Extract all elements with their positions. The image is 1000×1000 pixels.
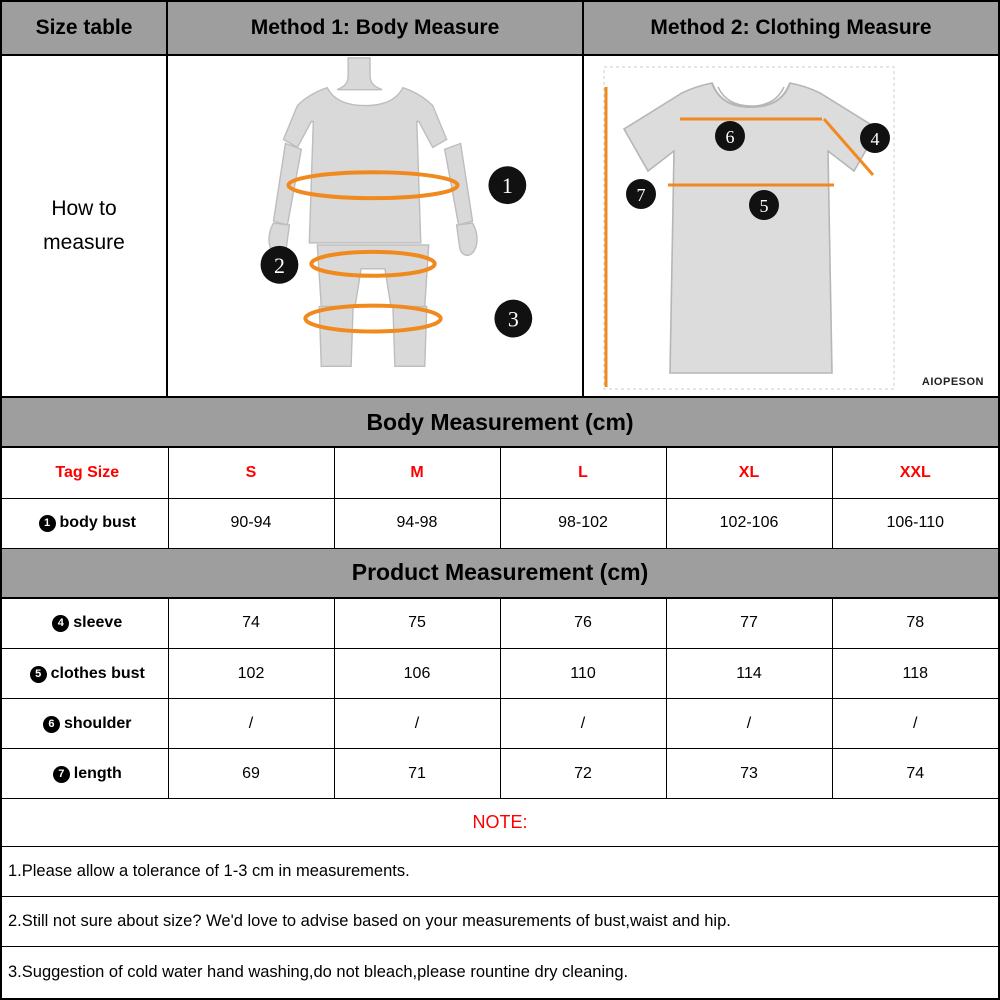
cell-clothes-bust-l: 110	[500, 649, 666, 699]
body-measurement-banner: Body Measurement (cm)	[2, 398, 998, 448]
svg-text:2: 2	[273, 252, 285, 278]
cell-shoulder-s: /	[168, 699, 334, 749]
chart-header-row	[2, 2, 998, 56]
cell-sleeve-xxl: 78	[832, 599, 998, 649]
cell-sleeve-s: 74	[168, 599, 334, 649]
svg-text:1: 1	[501, 173, 513, 199]
note-line-3: 3.Suggestion of cold water hand washing,do not bleach,please rountine dry cleaning.	[8, 962, 629, 981]
size-header-l: L	[500, 448, 666, 498]
cell-body-bust-xxl: 106-110	[832, 498, 998, 548]
body-figure-svg	[168, 56, 582, 396]
marker-6-icon: 6	[43, 716, 60, 733]
cell-length-l: 72	[500, 749, 666, 799]
marker-5-icon: 5	[30, 666, 47, 683]
cell-shoulder-xxl: /	[832, 699, 998, 749]
marker-1-icon: 1	[39, 515, 56, 532]
product-measurement-table	[2, 599, 998, 800]
cell-clothes-bust-xl: 114	[666, 649, 832, 699]
row-label-shoulder: 6 shoulder	[2, 699, 168, 749]
how-to-measure-label	[2, 56, 168, 396]
product-measurement-banner: Product Measurement (cm)	[2, 549, 998, 599]
cell-clothes-bust-xxl: 118	[832, 649, 998, 699]
size-header-xl: XL	[666, 448, 832, 498]
note-line-1: 1.Please allow a tolerance of 1-3 cm in measurements.	[2, 847, 998, 897]
row-label-sleeve: 4 sleeve	[2, 599, 168, 649]
marker-7-icon: 7	[53, 766, 70, 783]
svg-text:6: 6	[725, 127, 735, 147]
illustration-row	[2, 56, 998, 398]
svg-text:3: 3	[507, 306, 519, 332]
row-label-clothes-bust: 5 clothes bust	[2, 649, 168, 699]
header-size-table: Size table	[2, 2, 168, 54]
table-header-row	[2, 448, 998, 498]
cell-length-m: 71	[334, 749, 500, 799]
svg-text:4: 4	[870, 129, 880, 149]
cell-length-s: 69	[168, 749, 334, 799]
table-row	[2, 749, 998, 799]
how-to-measure-line1: How to	[51, 197, 117, 221]
body-measure-illustration	[168, 56, 584, 396]
brand-logo: AIOPESON	[921, 376, 984, 388]
how-to-measure-line2: measure	[43, 231, 125, 254]
cell-sleeve-m: 75	[334, 599, 500, 649]
cell-shoulder-xl: /	[666, 699, 832, 749]
table-row	[2, 699, 998, 749]
table-row	[2, 498, 998, 548]
table-row	[2, 649, 998, 699]
row-label-body-bust: 1 body bust	[2, 498, 168, 548]
cell-clothes-bust-m: 106	[334, 649, 500, 699]
body-measurement-table	[2, 448, 998, 549]
size-header-xxl: XXL	[832, 448, 998, 498]
row-label-length: 7 length	[2, 749, 168, 799]
size-header-s: S	[168, 448, 334, 498]
header-method-2: Method 2: Clothing Measure	[650, 16, 932, 39]
clothing-measure-illustration	[584, 56, 998, 396]
tshirt-figure-svg	[584, 56, 998, 396]
tag-size-header: Tag Size	[2, 448, 168, 498]
cell-length-xl: 73	[666, 749, 832, 799]
cell-clothes-bust-s: 102	[168, 649, 334, 699]
cell-sleeve-xl: 77	[666, 599, 832, 649]
cell-body-bust-l: 98-102	[500, 498, 666, 548]
header-method-1: Method 1: Body Measure	[168, 2, 584, 54]
cell-sleeve-l: 76	[500, 599, 666, 649]
cell-body-bust-s: 90-94	[168, 498, 334, 548]
cell-shoulder-m: /	[334, 699, 500, 749]
table-row	[2, 599, 998, 649]
marker-4-icon: 4	[52, 615, 69, 632]
svg-text:5: 5	[759, 196, 769, 216]
note-line-2: 2.Still not sure about size? We'd love to advise based on your measurements of bust,waist and hip.	[2, 897, 998, 947]
cell-length-xxl: 74	[832, 749, 998, 799]
cell-body-bust-xl: 102-106	[666, 498, 832, 548]
cell-shoulder-l: /	[500, 699, 666, 749]
svg-text:7: 7	[636, 185, 646, 205]
note-title: NOTE:	[2, 799, 998, 847]
size-header-m: M	[334, 448, 500, 498]
cell-body-bust-m: 94-98	[334, 498, 500, 548]
